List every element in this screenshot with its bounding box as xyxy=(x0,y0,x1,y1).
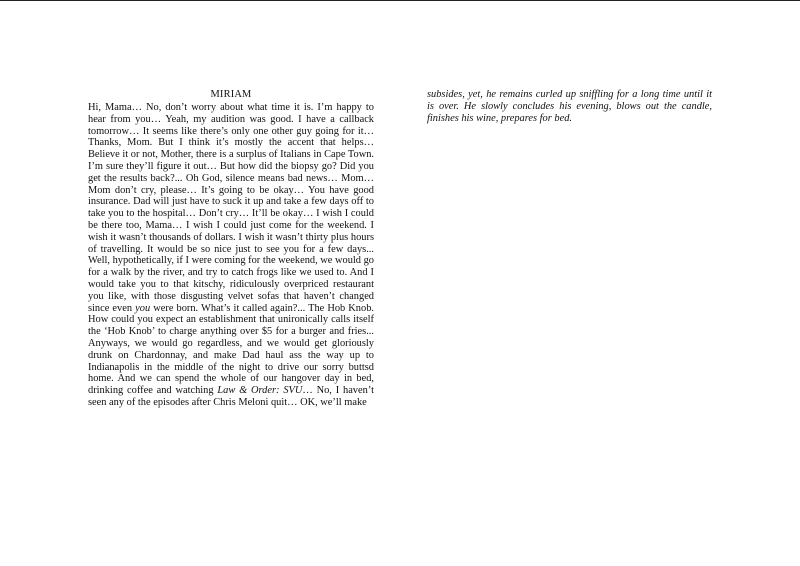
dialogue-part-3: … No, I haven’t seen any of the episodes after Chris Meloni quit… OK, we’ll make xyxy=(88,385,374,408)
top-rule xyxy=(0,0,800,1)
left-column xyxy=(88,89,374,409)
dialogue-part-2: were born. What’s it called again?... The Hob Knob. How could you expect an establishment that unironically calls itself the ‘Hob Knob’ to charge anything over $5 for a burger and fries... Anyways, we would go regardless, and we would get gloriously drunk on Chardonnay, and make Dad haul ass the way up to Indianapolis in the middle of the night to drive our sorry buttsd home. And we can spend the whole of our hangover day in bed, drinking coffee and watching xyxy=(88,302,374,397)
show-title: Law & Order: SVU xyxy=(217,385,303,397)
dialogue-text xyxy=(88,102,374,409)
dialogue-emphasis: you xyxy=(135,302,151,314)
dialogue-part-1: Hi, Mama… No, don’t worry about what time it is. I’m happy to hear from you… Yeah, my audition was good. I have a callback tomorrow… It seems like there’s only one other guy going for it… Thanks, Mom. But I think it’s mostly the accent that helps… Believe it or not, Mother, there is a surplus of Italians in Cape Town. I’m sure they’ll figure it out… But how did the biopsy go? Did you get the results back?... Oh God, silence means bad news… Mom… Mom don’t cry, please… It’s going to be okay… You have good insurance. Dad will just have to suck it up and take a few days off to take you to the hospital… Don’t cry… It’ll be okay… I wish I could be there too, Mama… I wish I could just come for the weekend. I wish it wasn’t thousands of dollars. I wish it wasn’t thirty plus hours of travelling. It would be so nice just to see you for a few days... Well, hypothetically, if I were coming for the weekend, we would go for a walk by the river, and try to catch frogs like we used to. And I would take you to that kitschy, ridiculously overpriced restaurant you like, with those disgusting velvet sofas that haven’t changed since even xyxy=(88,102,374,314)
right-column xyxy=(427,89,712,124)
stage-direction: subsides, yet, he remains curled up sniffling for a long time until it is over. He slowly concludes his evening, blows out the candle, finishes his wine, prepares for bed. xyxy=(427,89,712,124)
character-name: MIRIAM xyxy=(210,89,252,100)
